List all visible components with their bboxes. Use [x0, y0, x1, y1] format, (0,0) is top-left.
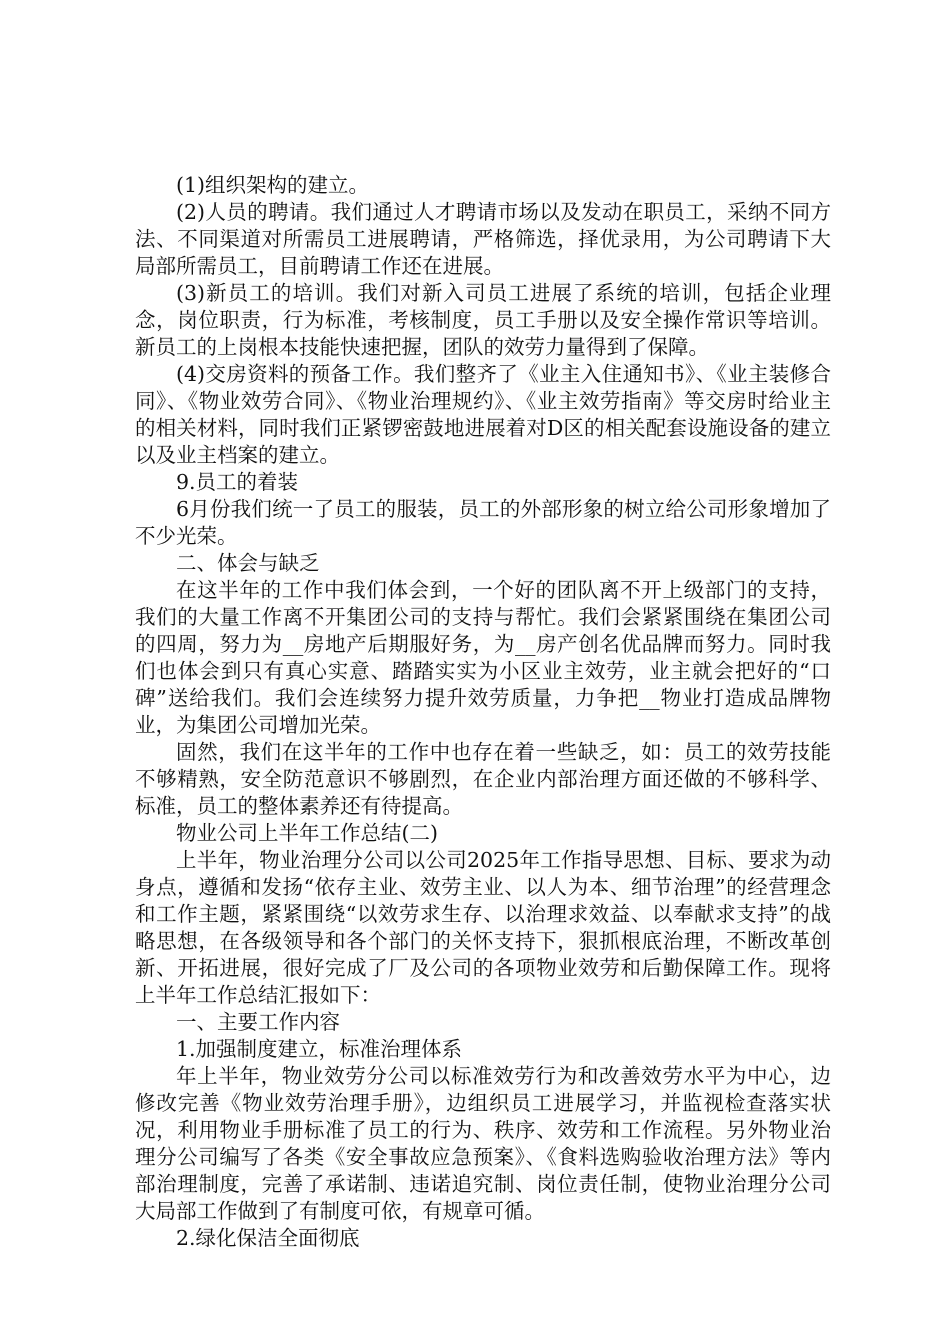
paragraph-system-building: 年上半年，物业效劳分公司以标准效劳行为和改善效劳水平为中心，边修改完善《物业效劳治理手册》，边组织员工进展学习，并监视检查落实状况，利用物业手册标准了员工的行为、秩序、效劳和工作流程。另外物业治理分公司编写了各类《安全事故应急预案》、《食料选购验收治理方法》等内部治理制度，完善了承诺制、违诺追究制、岗位责任制，使物业治理分公司大局部工作做到了有制度可依，有规章可循。 [135, 1064, 831, 1223]
paragraph-shortcomings: 固然，我们在这半年的工作中也存在着一些缺乏，如：员工的效劳技能不够精熟，安全防范意识不够剧烈，在企业内部治理方面还做的不够科学、标准，员工的整体素养还有待提高。 [135, 740, 831, 818]
paragraph-half-year-intro: 上半年，物业治理分公司以公司2025年工作指导思想、目标、要求为动身点，遵循和发扬“依存主业、效劳主业、以人为本、细节治理”的经营理念和工作主题，紧紧围绕“以效劳求生存、以治理求效益、以奉献求支持”的战略思想，在各级领导和各个部门的关怀支持下，狠抓根底治理，不断改革创新、开拓进展，很好完成了厂及公司的各项物业效劳和后勤保障工作。现将上半年工作总结汇报如下： [135, 848, 831, 1007]
paragraph-recruitment: (2)人员的聘请。我们通过人才聘请市场以及发动在职员工，采纳不同方法、不同渠道对所需员工进展聘请，严格筛选，择优录用，为公司聘请下大局部所需员工，目前聘请工作还在进展。 [135, 200, 831, 278]
paragraph-uniform: 6月份我们统一了员工的服装，员工的外部形象的树立给公司形象增加了不少光荣。 [135, 497, 831, 548]
paragraph-handover-materials: (4)交房资料的预备工作。我们整齐了《业主入住通知书》、《业主装修合同》、《物业效劳合同》、《物业治理规约》、《业主效劳指南》等交房时给业主的相关材料，同时我们正紧锣密鼓地进展着对D区的相关配套设施设备的建立以及业主档案的建立。 [135, 362, 831, 467]
heading-summary-two: 物业公司上半年工作总结(二) [176, 821, 438, 845]
paragraph-experience: 在这半年的工作中我们体会到，一个好的团队离不开上级部门的支持，我们的大量工作离不开集团公司的支持与帮忙。我们会紧紧围绕在集团公司的四周，努力为__房地产后期服好务，为__房产创名优品牌而努力。同时我们也体会到只有真心实意、踏踏实实为小区业主效劳，业主就会把好的“口碑”送给我们。我们会连续努力提升效劳质量，力争把__物业打造成品牌物业，为集团公司增加光荣。 [135, 578, 831, 737]
document-body [135, 172, 831, 1252]
heading-staff-uniform: 9.员工的着装 [176, 470, 299, 494]
heading-main-work: 一、主要工作内容 [176, 1010, 340, 1034]
heading-system-building: 1.加强制度建立，标准治理体系 [176, 1037, 463, 1061]
heading-greening-cleaning: 2.绿化保洁全面彻底 [176, 1226, 360, 1250]
paragraph-org-structure: (1)组织架构的建立。 [176, 173, 370, 197]
paragraph-training: (3)新员工的培训。我们对新入司员工进展了系统的培训，包括企业理念，岗位职责，行为标准，考核制度，员工手册以及安全操作常识等培训。新员工的上岗根本技能快速把握，团队的效劳力量得到了保障。 [135, 281, 831, 359]
heading-experience-shortcomings: 二、体会与缺乏 [176, 551, 320, 575]
